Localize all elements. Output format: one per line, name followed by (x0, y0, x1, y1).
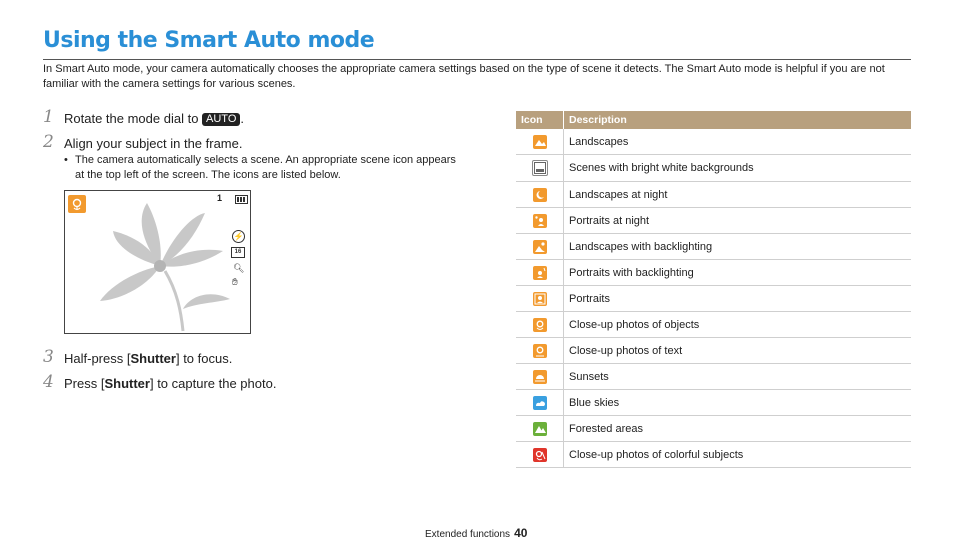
table-row (516, 416, 911, 442)
icon-cell (516, 208, 564, 234)
table-row (516, 182, 911, 208)
macro-color-icon (533, 448, 547, 462)
image-size-icon: 16 (231, 247, 245, 258)
shots-remaining: 1 (217, 193, 223, 203)
icon-cell (516, 182, 564, 208)
scene-icon-table (516, 111, 911, 468)
white-background-icon (532, 160, 548, 176)
note-text: The camera automatically selects a scene. An appropriate scene icon appears at the top left of the screen. The icons are listed below. (75, 154, 456, 181)
macro-text-icon (533, 344, 547, 358)
step-text: Press [Shutter] to capture the photo. (64, 376, 277, 391)
table-row (516, 442, 911, 468)
description-cell: Blue skies (564, 390, 912, 416)
description-cell: Scenes with bright white backgrounds (564, 155, 912, 182)
table-row (516, 129, 911, 155)
step-number: 4 (43, 372, 54, 392)
icon-cell (516, 129, 564, 155)
page-footer (425, 526, 527, 540)
icon-cell (516, 390, 564, 416)
sunset-icon (533, 370, 547, 384)
landscape-icon (533, 135, 547, 149)
page-number: 40 (514, 526, 528, 540)
stabilizer-icon: ✋︎ (232, 277, 238, 288)
icon-cell (516, 234, 564, 260)
table-row (516, 312, 911, 338)
shutter-key: Shutter (104, 376, 150, 391)
blue-sky-icon (533, 396, 547, 410)
description-cell: Forested areas (564, 416, 912, 442)
battery-icon (235, 195, 248, 204)
description-cell: Landscapes with backlighting (564, 234, 912, 260)
scene-icon-macro (68, 195, 86, 213)
night-landscape-icon (533, 188, 547, 202)
description-cell: Landscapes (564, 129, 912, 155)
table-header-row (516, 111, 911, 129)
table-row (516, 234, 911, 260)
backlit-landscape-icon (533, 240, 547, 254)
description-cell: Close-up photos of colorful subjects (564, 442, 912, 468)
icon-cell (516, 312, 564, 338)
table-row (516, 390, 911, 416)
title-divider (43, 59, 911, 60)
camera-screen-preview (64, 190, 251, 334)
icon-cell (516, 155, 564, 182)
description-cell: Close-up photos of objects (564, 312, 912, 338)
step-2-note (64, 153, 464, 183)
icon-cell (516, 338, 564, 364)
step-number: 1 (43, 107, 54, 127)
description-cell: Landscapes at night (564, 182, 912, 208)
shutter-key: Shutter (130, 351, 176, 366)
table-row (516, 208, 911, 234)
icon-cell (516, 442, 564, 468)
portrait-icon (533, 292, 547, 306)
bullet-mark: • (64, 154, 68, 166)
step-text: Align your subject in the frame. (64, 136, 243, 151)
description-cell: Close-up photos of text (564, 338, 912, 364)
step-number: 3 (43, 347, 54, 367)
zoom-icon: 🔍︎ (233, 263, 245, 273)
table-row (516, 286, 911, 312)
table-row (516, 338, 911, 364)
night-portrait-icon (533, 214, 547, 228)
forest-icon (533, 422, 547, 436)
step-text: Rotate the mode dial to AUTO . (64, 111, 245, 126)
backlit-portrait-icon (533, 266, 547, 280)
description-cell: Portraits with backlighting (564, 260, 912, 286)
table-row (516, 155, 911, 182)
auto-mode-icon: AUTO (202, 113, 240, 126)
step-number: 2 (43, 132, 54, 152)
description-cell: Sunsets (564, 364, 912, 390)
table-row (516, 260, 911, 286)
footer-section: Extended functions (425, 529, 511, 540)
step-text: Half-press [Shutter] to focus. (64, 351, 233, 366)
macro-flower-icon (533, 318, 547, 332)
flower-illustration (65, 191, 250, 333)
description-cell: Portraits (564, 286, 912, 312)
page-title: Using the Smart Auto mode (43, 28, 375, 53)
header-description: Description (564, 111, 912, 129)
header-icon: Icon (516, 111, 564, 129)
icon-cell (516, 416, 564, 442)
icon-cell (516, 286, 564, 312)
icon-cell (516, 260, 564, 286)
flash-icon: ⚡ (233, 232, 244, 241)
icon-cell (516, 364, 564, 390)
description-cell: Portraits at night (564, 208, 912, 234)
table-row (516, 364, 911, 390)
intro-paragraph: In Smart Auto mode, your camera automatically chooses the appropriate camera settings based on the type of scene it detects. The Smart Auto mode is helpful if you are not familiar with the camera settings for various scenes. (43, 63, 885, 90)
